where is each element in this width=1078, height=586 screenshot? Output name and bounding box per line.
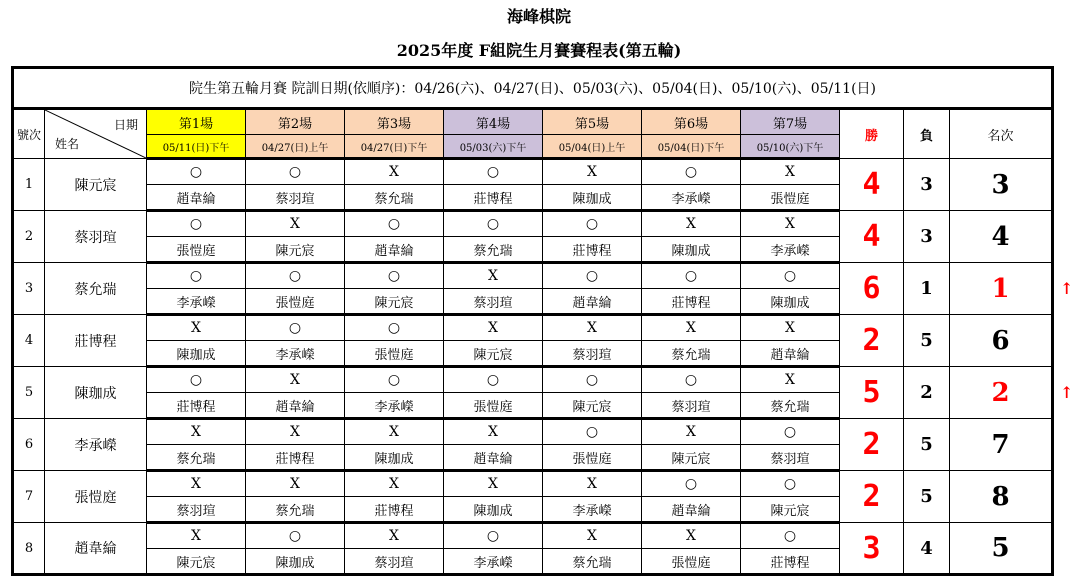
opponent-name: 陳元宸 — [147, 549, 246, 575]
rank-value: 2 — [950, 367, 1053, 419]
game-result: ○ — [444, 159, 543, 185]
game-result: X — [741, 315, 840, 341]
opponent-name: 趙韋綸 — [147, 185, 246, 211]
game-date: 05/11(日)下午 — [147, 135, 246, 159]
game-result: X — [246, 367, 345, 393]
game-result: X — [741, 211, 840, 237]
game-header: 第6場 — [642, 109, 741, 135]
player-name: 李承嶸 — [45, 419, 147, 471]
opponent-name: 陳元宸 — [246, 237, 345, 263]
opponent-name: 陳珈成 — [543, 185, 642, 211]
opponent-name: 陳珈成 — [345, 445, 444, 471]
game-result: ○ — [741, 419, 840, 445]
opponent-name: 蔡羽瑄 — [543, 341, 642, 367]
opponent-name: 莊博程 — [246, 445, 345, 471]
opponent-name: 陳珈成 — [246, 549, 345, 575]
opponent-name: 陳元宸 — [543, 393, 642, 419]
rank-up-arrow: ↑ — [1060, 278, 1074, 298]
game-result: ○ — [444, 523, 543, 549]
game-result: X — [741, 159, 840, 185]
game-header: 第5場 — [543, 109, 642, 135]
game-result: ○ — [741, 471, 840, 497]
game-result: X — [543, 523, 642, 549]
opponent-name: 陳珈成 — [642, 237, 741, 263]
opponent-name: 陳元宸 — [642, 445, 741, 471]
wins-count: 3 — [840, 523, 904, 575]
game-result: X — [444, 419, 543, 445]
opponent-name: 莊博程 — [147, 393, 246, 419]
rank-up-arrow: ↑ — [1060, 382, 1074, 402]
opponent-name: 陳元宸 — [444, 341, 543, 367]
opponent-name: 趙韋綸 — [642, 497, 741, 523]
opponent-name: 李承嶸 — [345, 393, 444, 419]
losses-count: 3 — [904, 211, 950, 263]
banner-text: 院生第五輪月賽 院訓日期(依順序)：04/26(六)、04/27(日)、05/03(六)、05/04(日)、05/10(六)、05/11(日) — [13, 68, 1053, 109]
header-rank: 名次 — [950, 109, 1053, 159]
game-result: ○ — [345, 367, 444, 393]
game-result: ○ — [642, 471, 741, 497]
rank-value: 8 — [950, 471, 1053, 523]
opponent-name: 蔡羽瑄 — [642, 393, 741, 419]
opponent-name: 蔡羽瑄 — [147, 497, 246, 523]
game-result: ○ — [147, 211, 246, 237]
player-name: 蔡允瑞 — [45, 263, 147, 315]
game-header: 第3場 — [345, 109, 444, 135]
wins-count: 2 — [840, 315, 904, 367]
opponent-name: 張愷庭 — [642, 549, 741, 575]
rank-value: 7 — [950, 419, 1053, 471]
rank-value: 4 — [950, 211, 1053, 263]
player-number: 3 — [13, 263, 45, 315]
player-number: 7 — [13, 471, 45, 523]
game-result: ○ — [543, 211, 642, 237]
player-number: 1 — [13, 159, 45, 211]
header-diagonal-cell — [45, 109, 147, 159]
player-name: 莊博程 — [45, 315, 147, 367]
page-subtitle: 2025年度 F組院生月賽賽程表(第五輪) — [396, 41, 682, 60]
player-name: 趙韋綸 — [45, 523, 147, 575]
game-result: X — [543, 315, 642, 341]
game-result: ○ — [147, 367, 246, 393]
game-header: 第7場 — [741, 109, 840, 135]
game-result: X — [642, 211, 741, 237]
game-date: 04/27(日)下午 — [345, 135, 444, 159]
losses-count: 4 — [904, 523, 950, 575]
header-wins: 勝 — [840, 109, 904, 159]
game-result: X — [543, 471, 642, 497]
game-header: 第1場 — [147, 109, 246, 135]
game-result: ○ — [246, 263, 345, 289]
wins-count: 4 — [840, 211, 904, 263]
player-number: 2 — [13, 211, 45, 263]
losses-count: 5 — [904, 419, 950, 471]
game-result: ○ — [345, 211, 444, 237]
opponent-name: 蔡允瑞 — [147, 445, 246, 471]
opponent-name: 蔡允瑞 — [345, 185, 444, 211]
opponent-name: 李承嶸 — [543, 497, 642, 523]
schedule-table — [11, 66, 1054, 576]
game-result: X — [543, 159, 642, 185]
opponent-name: 趙韋綸 — [444, 445, 543, 471]
game-result: ○ — [741, 523, 840, 549]
game-date: 04/27(日)上午 — [246, 135, 345, 159]
game-result: ○ — [741, 263, 840, 289]
game-result: X — [246, 419, 345, 445]
losses-count: 1 — [904, 263, 950, 315]
wins-count: 2 — [840, 471, 904, 523]
game-result: X — [444, 471, 543, 497]
game-result: X — [147, 419, 246, 445]
game-result: X — [642, 419, 741, 445]
opponent-name: 張愷庭 — [741, 185, 840, 211]
wins-count: 4 — [840, 159, 904, 211]
game-result: X — [147, 523, 246, 549]
game-date: 05/10(六)下午 — [741, 135, 840, 159]
game-result: X — [642, 315, 741, 341]
game-result: ○ — [444, 367, 543, 393]
player-number: 5 — [13, 367, 45, 419]
game-result: X — [642, 523, 741, 549]
player-number: 8 — [13, 523, 45, 575]
rank-value: 3 — [950, 159, 1053, 211]
opponent-name: 蔡羽瑄 — [444, 289, 543, 315]
opponent-name: 蔡允瑞 — [741, 393, 840, 419]
player-row — [13, 471, 1053, 497]
losses-count: 5 — [904, 315, 950, 367]
opponent-name: 李承嶸 — [444, 549, 543, 575]
opponent-name: 張愷庭 — [543, 445, 642, 471]
opponent-name: 蔡羽瑄 — [345, 549, 444, 575]
opponent-name: 蔡允瑞 — [444, 237, 543, 263]
game-result: ○ — [246, 523, 345, 549]
game-result: X — [147, 471, 246, 497]
opponent-name: 蔡羽瑄 — [741, 445, 840, 471]
game-result: X — [444, 315, 543, 341]
game-result: ○ — [246, 315, 345, 341]
opponent-name: 蔡允瑞 — [543, 549, 642, 575]
opponent-name: 莊博程 — [741, 549, 840, 575]
page-title: 海峰棋院 — [506, 7, 571, 26]
player-row — [13, 211, 1053, 237]
opponent-name: 蔡羽瑄 — [246, 185, 345, 211]
player-number: 6 — [13, 419, 45, 471]
game-date: 05/04(日)上午 — [543, 135, 642, 159]
game-result: X — [444, 263, 543, 289]
opponent-name: 李承嶸 — [741, 237, 840, 263]
rank-value: 1 — [950, 263, 1053, 315]
opponent-name: 張愷庭 — [444, 393, 543, 419]
opponent-name: 蔡允瑞 — [246, 497, 345, 523]
opponent-name: 陳珈成 — [147, 341, 246, 367]
header-date-label: 日期 — [113, 118, 138, 132]
opponent-name: 李承嶸 — [147, 289, 246, 315]
game-date: 05/04(日)下午 — [642, 135, 741, 159]
wins-count: 5 — [840, 367, 904, 419]
game-result: ○ — [345, 315, 444, 341]
opponent-name: 陳元宸 — [345, 289, 444, 315]
game-result: X — [345, 523, 444, 549]
player-number: 4 — [13, 315, 45, 367]
game-result: X — [345, 471, 444, 497]
opponent-name: 蔡允瑞 — [642, 341, 741, 367]
game-result: ○ — [246, 159, 345, 185]
game-result: X — [246, 211, 345, 237]
wins-count: 2 — [840, 419, 904, 471]
game-result: X — [741, 367, 840, 393]
losses-count: 5 — [904, 471, 950, 523]
game-result: ○ — [543, 263, 642, 289]
player-name: 陳元宸 — [45, 159, 147, 211]
rank-value: 5 — [950, 523, 1053, 575]
game-result: ○ — [147, 159, 246, 185]
opponent-name: 張愷庭 — [345, 341, 444, 367]
game-result: ○ — [642, 367, 741, 393]
opponent-name: 莊博程 — [543, 237, 642, 263]
header-losses: 負 — [904, 109, 950, 159]
game-header: 第2場 — [246, 109, 345, 135]
opponent-name: 張愷庭 — [246, 289, 345, 315]
game-result: X — [147, 315, 246, 341]
game-result: ○ — [147, 263, 246, 289]
player-name: 張愷庭 — [45, 471, 147, 523]
opponent-name: 陳元宸 — [741, 497, 840, 523]
game-result: X — [345, 419, 444, 445]
game-result: X — [246, 471, 345, 497]
opponent-name: 莊博程 — [642, 289, 741, 315]
player-row — [13, 419, 1053, 445]
losses-count: 2 — [904, 367, 950, 419]
opponent-name: 陳珈成 — [444, 497, 543, 523]
header-num: 號次 — [13, 109, 45, 159]
player-row — [13, 159, 1053, 185]
losses-count: 3 — [904, 159, 950, 211]
game-result: ○ — [543, 419, 642, 445]
player-row — [13, 367, 1053, 393]
game-result: X — [345, 159, 444, 185]
player-row — [13, 523, 1053, 549]
player-name: 陳珈成 — [45, 367, 147, 419]
opponent-name: 趙韋綸 — [345, 237, 444, 263]
opponent-name: 李承嶸 — [642, 185, 741, 211]
opponent-name: 莊博程 — [444, 185, 543, 211]
game-result: ○ — [444, 211, 543, 237]
opponent-name: 趙韋綸 — [543, 289, 642, 315]
player-row — [13, 263, 1053, 289]
game-header: 第4場 — [444, 109, 543, 135]
player-row — [13, 315, 1053, 341]
opponent-name: 李承嶸 — [246, 341, 345, 367]
opponent-name: 陳珈成 — [741, 289, 840, 315]
opponent-name: 張愷庭 — [147, 237, 246, 263]
opponent-name: 趙韋綸 — [246, 393, 345, 419]
wins-count: 6 — [840, 263, 904, 315]
game-date: 05/03(六)下午 — [444, 135, 543, 159]
rank-value: 6 — [950, 315, 1053, 367]
game-result: ○ — [543, 367, 642, 393]
game-result: ○ — [642, 159, 741, 185]
opponent-name: 莊博程 — [345, 497, 444, 523]
game-result: ○ — [345, 263, 444, 289]
header-name-label: 姓名 — [55, 137, 80, 151]
player-name: 蔡羽瑄 — [45, 211, 147, 263]
game-result: ○ — [642, 263, 741, 289]
opponent-name: 趙韋綸 — [741, 341, 840, 367]
